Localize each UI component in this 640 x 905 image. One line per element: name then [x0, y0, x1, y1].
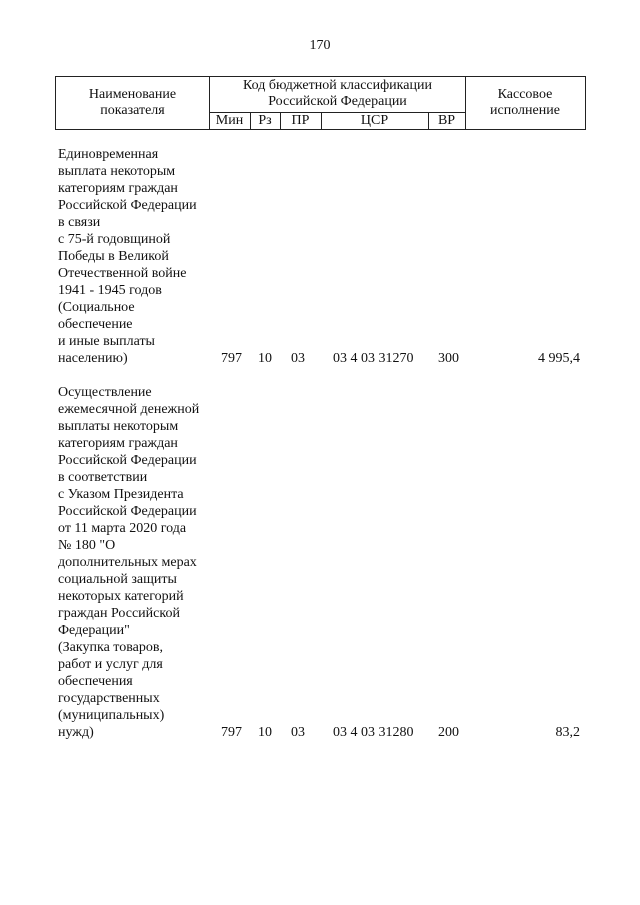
row-name: Осуществление ежемесячной денежной выплаты некоторым категориям граждан Российской Федерации в соответствии с Указом Президента Российской Федерации от 11 марта 2020 года № 180 "О дополнительных мерах социальной защиты некоторых категорий граждан Российской Федерации" (Закупка товаров, работ и услуг для обеспечения государственных (муниципальных) нужд): [58, 385, 200, 740]
row-amount: 4 995,4: [538, 351, 580, 366]
row-rz: 10: [258, 351, 272, 366]
header-csr: ЦСР: [360, 113, 389, 128]
header-vr: ВР: [437, 113, 456, 128]
row-amount: 83,2: [555, 725, 580, 740]
table-row: [58, 146, 588, 371]
row-vr: 200: [438, 725, 459, 740]
row-rz: 10: [258, 725, 272, 740]
row-csr: 03 4 03 31270: [333, 351, 414, 366]
header-rz: Рз: [258, 113, 272, 128]
row-min: 797: [221, 725, 242, 740]
header-name-column: Наименование показателя: [88, 87, 177, 118]
header-divider-amount: [465, 76, 466, 130]
table-header: [55, 76, 586, 130]
page-number: 170: [309, 38, 331, 53]
row-vr: 300: [438, 351, 459, 366]
row-pr: 03: [291, 725, 305, 740]
header-right-border: [585, 76, 586, 130]
header-code-group: Код бюджетной классификации Российской Федерации: [243, 78, 432, 109]
row-pr: 03: [291, 351, 305, 366]
header-pr: ПР: [291, 113, 310, 128]
header-left-border: [55, 76, 56, 130]
table-row: [58, 384, 588, 754]
header-top-border: [55, 76, 586, 77]
row-name: Единовременная выплата некоторым категориям граждан Российской Федерации в связи с 75-й годовщиной Победы в Великой Отечественной войне 1941 - 1945 годов (Социальное обеспечение и иные выплаты населению): [58, 147, 197, 366]
row-min: 797: [221, 351, 242, 366]
header-amount-column: Кассовое исполнение: [490, 87, 560, 118]
row-csr: 03 4 03 31280: [333, 725, 414, 740]
header-min: Мин: [215, 113, 244, 128]
